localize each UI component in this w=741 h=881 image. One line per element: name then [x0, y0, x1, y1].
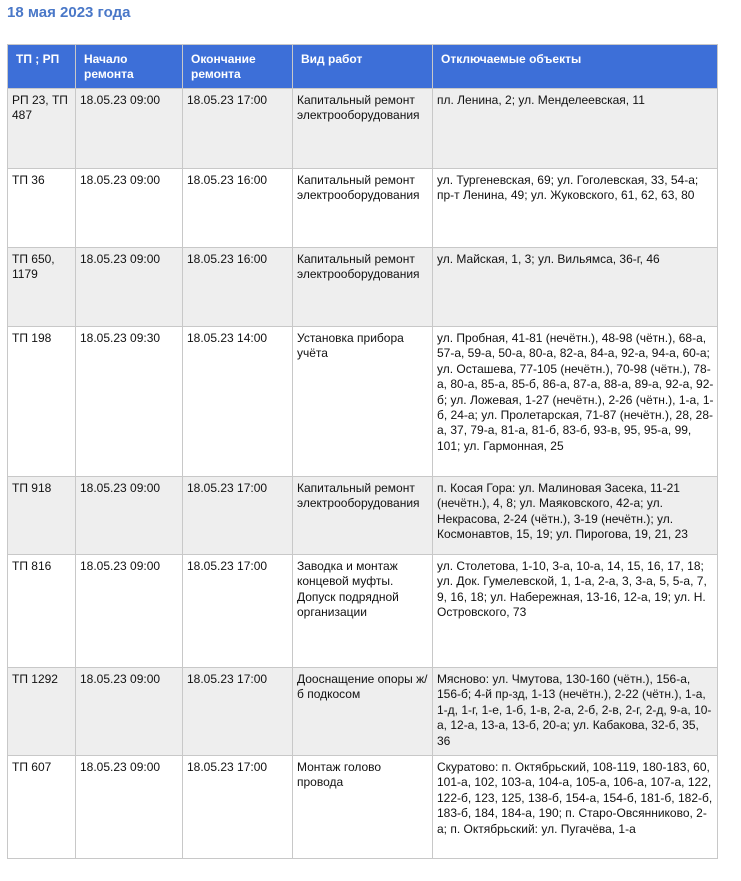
cell-objects: ул. Тургеневская, 69; ул. Гоголевская, 33, 54-а; пр-т Ленина, 49; ул. Жуковского, 61, 62, 63, 80	[433, 169, 718, 248]
table-row	[8, 555, 718, 668]
cell-work: Заводка и монтаж концевой муфты. Допуск подрядной организации	[293, 555, 433, 668]
cell-start: 18.05.23 09:00	[76, 169, 183, 248]
cell-objects: Мясново: ул. Чмутова, 130-160 (чётн.), 156-а, 156-б; 4-й пр-зд, 1-13 (нечётн.), 2-22 (чётн.), 1-а, 1-д, 1-г, 1-е, 1-б, 1-в, 2-а, 2-б, 2-в, 2-г, 2-д, 9-а, 10-а, 12-а, 13-а, 13-б, 20-а; ул. Кабакова, 32-б, 35, 36	[433, 668, 718, 756]
cell-start: 18.05.23 09:00	[76, 555, 183, 668]
cell-start: 18.05.23 09:30	[76, 327, 183, 477]
cell-tp: ТП 36	[8, 169, 76, 248]
table-row	[8, 89, 718, 169]
cell-start: 18.05.23 09:00	[76, 248, 183, 327]
cell-work: Капитальный ремонт электрооборудования	[293, 89, 433, 169]
cell-end: 18.05.23 17:00	[183, 668, 293, 756]
cell-tp: ТП 650, 1179	[8, 248, 76, 327]
table-row	[8, 248, 718, 327]
cell-tp: ТП 816	[8, 555, 76, 668]
table-row	[8, 756, 718, 859]
cell-objects: п. Косая Гора: ул. Малиновая Засека, 11-21 (нечётн.), 4, 8; ул. Маяковского, 42-а; ул. Некрасова, 2-24 (чётн.), 3-19 (нечётн.); ул. Космонавтов, 15, 19; ул. Пирогова, 19, 21, 23	[433, 477, 718, 555]
table-row	[8, 668, 718, 756]
cell-end: 18.05.23 17:00	[183, 477, 293, 555]
outage-table	[7, 44, 718, 859]
cell-work: Установка прибора учёта	[293, 327, 433, 477]
cell-tp: ТП 607	[8, 756, 76, 859]
cell-objects: ул. Столетова, 1-10, 3-а, 10-а, 14, 15, 16, 17, 18; ул. Док. Гумелевской, 1, 1-а, 2-а, 3, 3-а, 5, 5-а, 7, 9, 16, 18; ул. Набережная, 13-16, 12-а, 19; ул. Н. Островского, 73	[433, 555, 718, 668]
cell-work: Капитальный ремонт электрооборудования	[293, 248, 433, 327]
header-tp: ТП ; РП	[8, 45, 76, 89]
cell-start: 18.05.23 09:00	[76, 477, 183, 555]
cell-end: 18.05.23 16:00	[183, 248, 293, 327]
cell-end: 18.05.23 17:00	[183, 756, 293, 859]
cell-tp: ТП 1292	[8, 668, 76, 756]
header-end: Окончание ремонта	[183, 45, 293, 89]
cell-work: Дооснащение опоры ж/б подкосом	[293, 668, 433, 756]
cell-tp: ТП 918	[8, 477, 76, 555]
cell-tp: РП 23, ТП 487	[8, 89, 76, 169]
cell-end: 18.05.23 14:00	[183, 327, 293, 477]
cell-work: Капитальный ремонт электрооборудования	[293, 169, 433, 248]
cell-start: 18.05.23 09:00	[76, 756, 183, 859]
table-row	[8, 477, 718, 555]
table-row	[8, 327, 718, 477]
header-start: Начало ремонта	[76, 45, 183, 89]
cell-start: 18.05.23 09:00	[76, 668, 183, 756]
cell-objects: пл. Ленина, 2; ул. Менделеевская, 11	[433, 89, 718, 169]
table-row	[8, 169, 718, 248]
cell-end: 18.05.23 16:00	[183, 169, 293, 248]
cell-objects: ул. Майская, 1, 3; ул. Вильямса, 36-г, 46	[433, 248, 718, 327]
cell-objects: ул. Пробная, 41-81 (нечётн.), 48-98 (чётн.), 68-а, 57-а, 59-а, 50-а, 80-а, 82-а, 84-а, 92-а, 94-а, 60-а; ул. Осташева, 77-105 (нечётн.), 70-98 (чётн.), 78-а, 80-а, 85-а, 85-б, 86-а, 87-а, 88-а, 89-а, 92-а, 92-б; ул. Ложевая, 1-27 (нечётн.), 2-26 (чётн.), 1-а, 1-б, 24-а; ул. Пролетарская, 71-87 (нечётн.), 28, 28-а, 37, 79-а, 81-а, 81-б, 83-б, 93-в, 95, 95-а, 99, 101; ул. Гармонная, 25	[433, 327, 718, 477]
cell-objects: Скуратово: п. Октябрьский, 108-119, 180-183, 60, 101-а, 102, 103-а, 104-а, 105-а, 106-а, 107-а, 122, 122-б, 123, 125, 138-б, 154-а, 154-б, 181-б, 182-б, 183-б, 184, 184-а, 190; п. Старо-Овсянниково, 2-а; п. Октябрьский: ул. Пугачёва, 1-а	[433, 756, 718, 859]
table-header-row	[8, 45, 718, 89]
cell-tp: ТП 198	[8, 327, 76, 477]
header-objects: Отключаемые объекты	[433, 45, 718, 89]
cell-work: Капитальный ремонт электрооборудования	[293, 477, 433, 555]
page-title: 18 мая 2023 года	[7, 4, 131, 21]
cell-work: Монтаж голово провода	[293, 756, 433, 859]
cell-start: 18.05.23 09:00	[76, 89, 183, 169]
header-work: Вид работ	[293, 45, 433, 89]
cell-end: 18.05.23 17:00	[183, 555, 293, 668]
cell-end: 18.05.23 17:00	[183, 89, 293, 169]
